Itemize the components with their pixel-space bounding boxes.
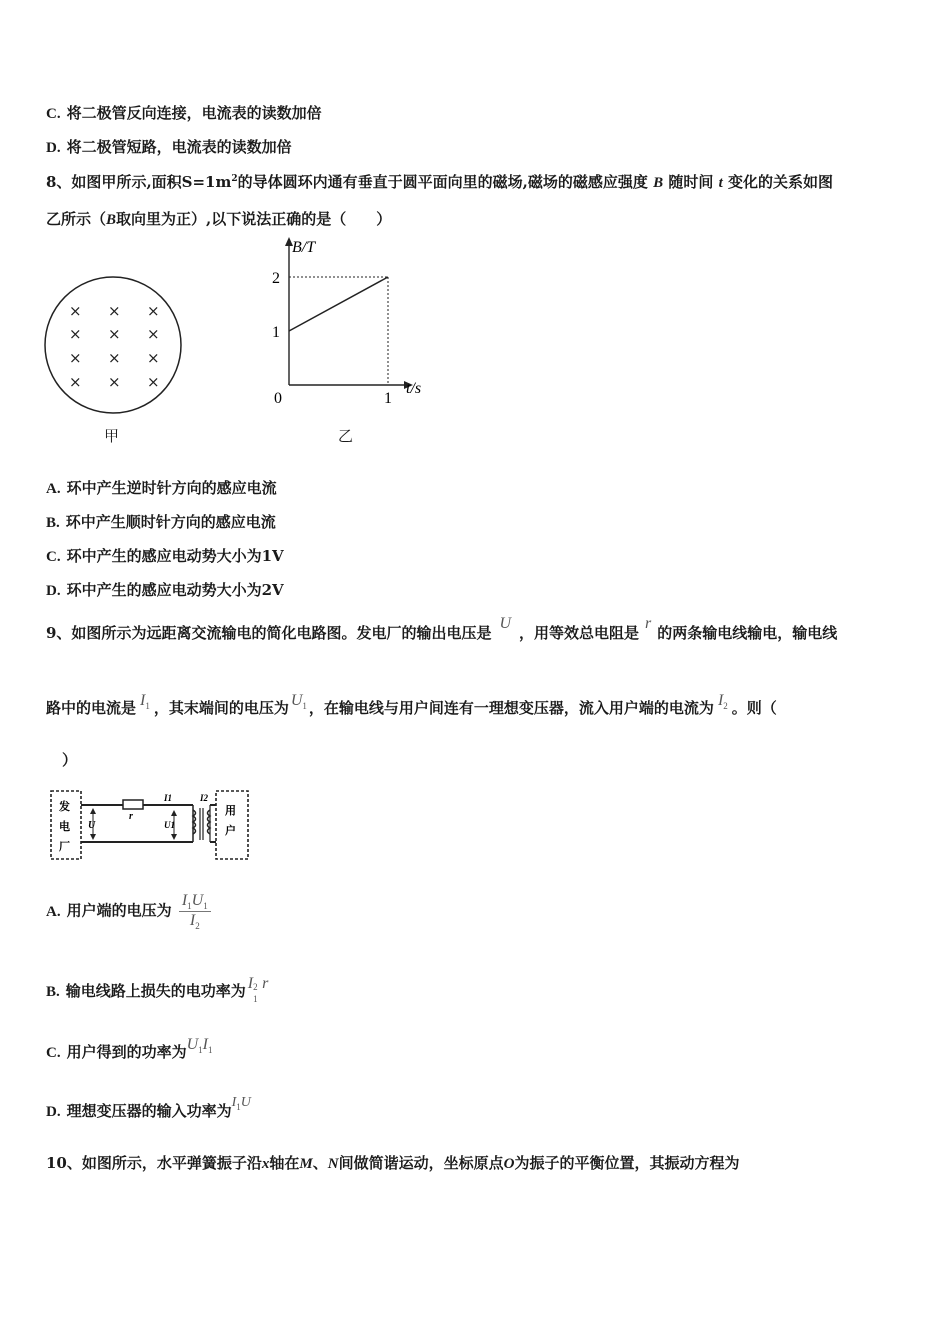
var-i2-sub: 2 [723, 701, 728, 712]
q7-option-d [46, 136, 292, 157]
q8-option-a [46, 477, 277, 498]
option-label: C. [46, 549, 61, 565]
x-tick-label: 1 [384, 390, 392, 407]
formula-i1u1-over-i2 [179, 892, 211, 931]
var-u1-sub: 1 [203, 901, 208, 912]
var-u: U [240, 1095, 251, 1110]
q8-stem-text: 乙所示（ [46, 210, 107, 228]
x-axis-label: t/s [406, 380, 422, 397]
figure-yi-b-t-graph [262, 235, 442, 415]
var-u1-letter: U [191, 892, 204, 909]
squared-sup: 2 [253, 982, 258, 992]
q8-stem-text: 的导体圆环内通有垂直于圆平面向里的磁场,磁场的磁感应强度 [237, 173, 648, 191]
y-tick-label: 1 [272, 324, 280, 341]
q9-option-b [46, 975, 269, 1004]
var-r: r [262, 975, 269, 992]
q9-stem-text: 的两条输电线输电，输电线 [657, 624, 838, 642]
fig-jia-caption: 甲 [104, 427, 120, 445]
var-i2 [717, 692, 728, 712]
q9-stem-text: ，在输电线与用户间连有一理想变压器，流入用户端的电流为 [308, 699, 714, 717]
var-n: N [327, 1156, 339, 1172]
field-cross: × [108, 325, 121, 343]
formula-u1-i1 [186, 1036, 213, 1056]
conductor-ring [45, 277, 181, 413]
q9-stem-text: 路中的电流是 [46, 699, 137, 717]
q10-stem-text: 10、如图所示，水平弹簧振子沿 [46, 1154, 262, 1172]
u-label: U [88, 820, 96, 831]
var-i1-sub: 1 [145, 701, 150, 712]
option-label: B. [46, 515, 60, 531]
var-i1-letter: I [247, 975, 254, 992]
option-text: 输电线路上损失的电功率为 [65, 982, 246, 1000]
q8-stem-text: 取向里为正）,以下说法正确的是（ ） [116, 210, 392, 228]
figure-jia-field-ring [40, 275, 190, 420]
q10-stem-text: 为振子的平衡位置，其振动方程为 [514, 1154, 740, 1172]
option-text: 环中产生逆时针方向的感应电流 [66, 479, 277, 497]
option-text: 用户得到的功率为 [66, 1043, 187, 1061]
formula-i1-u [232, 1095, 251, 1110]
q8-stem-sup: 2 [231, 174, 238, 184]
option-label: D. [46, 583, 61, 599]
var-t: t [718, 175, 723, 191]
var-u: U [499, 615, 512, 632]
option-label: A. [46, 903, 61, 920]
var-b: B [106, 212, 117, 228]
var-i2-sub: 2 [195, 921, 200, 932]
var-i1-sub: 1 [253, 994, 258, 1004]
q9-stem-line2 [46, 692, 777, 719]
var-r: r [645, 615, 652, 632]
option-text: 用户端的电压为 [66, 901, 172, 920]
field-cross: × [147, 302, 160, 320]
q8-option-d [46, 579, 284, 600]
option-label: D. [46, 140, 61, 156]
u1-arrowhead [171, 810, 177, 816]
q10-stem [46, 1152, 739, 1173]
var-i1 [140, 692, 150, 712]
var-i1-sub: 1 [187, 901, 192, 912]
option-text: 环中产生的感应电动势大小为1V [66, 547, 284, 565]
option-label: D. [46, 1104, 61, 1120]
q9-stem-line1 [46, 615, 838, 643]
var-u1-letter: U [186, 1036, 199, 1053]
field-cross: × [147, 349, 160, 367]
q9-stem-line3: ） [62, 751, 78, 769]
var-b: B [653, 175, 664, 191]
var-u1-sub: 1 [302, 701, 307, 712]
option-label: B. [46, 984, 60, 1000]
q8-stem-text: 随时间 [668, 173, 714, 191]
var-i2-letter: I [189, 912, 196, 930]
option-text: 将二极管短路，电流表的读数加倍 [66, 138, 292, 156]
var-i1-sub: 1 [208, 1045, 213, 1056]
user-label: 用户 [225, 804, 236, 837]
y-tick-label: 2 [272, 270, 280, 287]
field-cross: × [108, 302, 121, 320]
field-cross: × [147, 325, 160, 343]
q10-stem-text: 间做简谐运动，坐标原点 [338, 1154, 504, 1172]
field-cross: × [69, 302, 82, 320]
q8-stem-text: 8、如图甲所示,面积S=1m [46, 173, 232, 191]
q8-stem-text: 变化的关系如图 [728, 173, 834, 191]
var-x: x [261, 1156, 270, 1172]
figure-transmission-circuit [48, 788, 253, 864]
option-label: A. [46, 481, 61, 497]
resistor-r [123, 800, 143, 809]
var-i2-letter: I [717, 692, 724, 709]
var-i1-sub: 1 [236, 1101, 241, 1112]
option-label: C. [46, 1045, 61, 1061]
var-u1-letter: U [290, 692, 303, 709]
y-axis-label: B/T [292, 239, 316, 256]
q9-stem-text: ，用等效总电阻是 [519, 624, 640, 642]
fig-yi-caption: 乙 [338, 427, 354, 445]
q7-option-c [46, 102, 322, 123]
series-b-line [289, 277, 388, 331]
u-arrowhead [90, 834, 96, 840]
q8-option-c [46, 545, 284, 566]
var-u1-sub: 1 [198, 1045, 203, 1056]
formula-i1-squared-r [247, 975, 269, 1004]
q10-stem-text: 轴在 [269, 1154, 300, 1172]
var-o: O [503, 1156, 515, 1172]
u-arrowhead [90, 808, 96, 814]
var-m: M [299, 1156, 313, 1172]
field-cross: × [69, 325, 82, 343]
field-cross: × [69, 373, 82, 391]
option-text: 环中产生顺时针方向的感应电流 [65, 513, 276, 531]
magnetic-field-crosses [69, 302, 160, 391]
origin-label: 0 [274, 390, 282, 407]
option-text: 理想变压器的输入功率为 [66, 1102, 232, 1120]
u1-arrowhead [171, 834, 177, 840]
power-plant-label: 发电厂 [59, 800, 70, 853]
q9-stem-text: 。则（ [731, 699, 777, 717]
var-i1-letter: I [181, 892, 188, 909]
var-i1-letter: I [202, 1036, 208, 1053]
u1-label: U1 [164, 820, 175, 830]
q8-stem-line1 [46, 171, 833, 192]
q8-stem-line2 [46, 208, 391, 229]
var-u1 [290, 692, 307, 712]
q9-option-a [46, 892, 211, 931]
field-cross: × [69, 349, 82, 367]
q9-option-d [46, 1095, 251, 1122]
var-i1-letter: I [231, 1095, 237, 1110]
i2-label: I2 [200, 793, 209, 803]
var-i1-letter: I [140, 692, 146, 709]
resistor-label: r [129, 811, 133, 822]
q9-option-c [46, 1036, 213, 1063]
q9-stem-text: 9、如图所示为远距离交流输电的简化电路图。发电厂的输出电压是 [46, 624, 492, 642]
option-label: C. [46, 106, 61, 122]
q8-option-b [46, 511, 276, 532]
option-text: 将二极管反向连接，电流表的读数加倍 [66, 104, 322, 122]
i1-label: I1 [164, 793, 173, 803]
q10-stem-text: 、 [312, 1154, 328, 1172]
q9-stem-text: ，其末端间的电压为 [153, 699, 289, 717]
field-cross: × [108, 373, 121, 391]
option-text: 环中产生的感应电动势大小为2V [66, 581, 284, 599]
field-cross: × [147, 373, 160, 391]
field-cross: × [108, 349, 121, 367]
